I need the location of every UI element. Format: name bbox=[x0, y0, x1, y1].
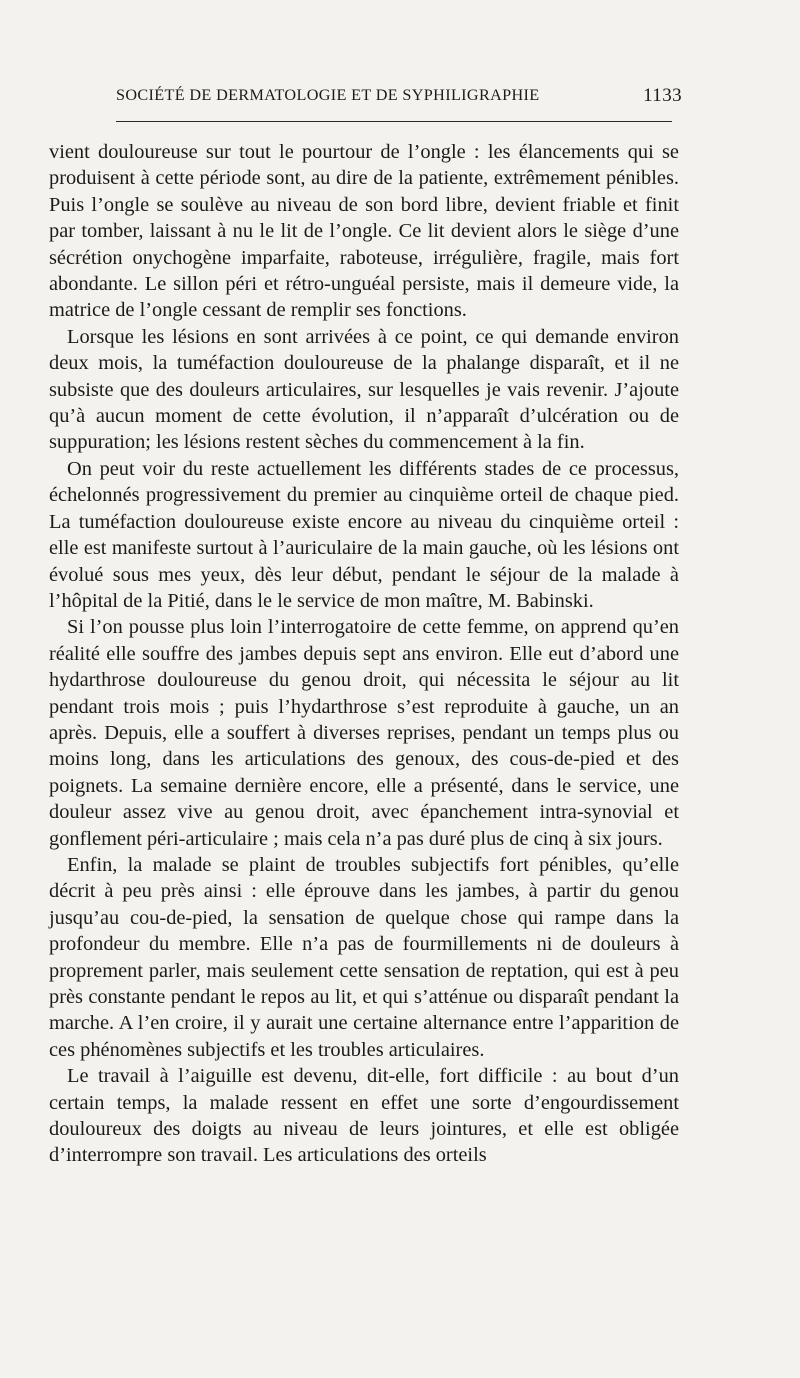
body-text bbox=[49, 139, 679, 1169]
header-rule bbox=[116, 121, 672, 122]
paragraph-2: Lorsque les lésions en sont arrivées à ce point, ce qui demande environ deux mois, la tuméfaction douloureuse de la phalange disparaît, et il ne subsiste que des douleurs articulaires, sur lesquelles je vais revenir. J’ajoute qu’à aucun moment de cette évolution, il n’apparaît d’ulcération ou de suppuration; les lésions restent sèches du commencement à la fin. bbox=[49, 325, 679, 454]
page-number: 1133 bbox=[643, 85, 682, 106]
paragraph-4: Si l’on pousse plus loin l’interrogatoire de cette femme, on apprend qu’en réalité elle souffre des jambes depuis sept ans environ. Elle eut d’abord une hydarthrose douloureuse du genou droit, qui nécessita le séjour au lit pendant trois mois ; puis l’hydarthrose s’est reproduite à gauche, un an après. Depuis, elle a souffert à diverses reprises, pendant un temps plus ou moins long, dans les articulations des genoux, des cous-de-pied et des poignets. La semaine dernière encore, elle a présenté, dans le service, une douleur assez vive au genou droit, avec épanchement intra-synovial et gonflement péri-articulaire ; mais cela n’a pas duré plus de cinq à six jours. bbox=[49, 616, 679, 850]
running-header bbox=[116, 86, 682, 110]
running-title: SOCIÉTÉ DE DERMATOLOGIE ET DE SYPHILIGRAPHIE bbox=[116, 86, 540, 104]
paragraph-1: vient douloureuse sur tout le pourtour de l’ongle : les élancements qui se produisent à cette période sont, au dire de la patiente, extrêmement pénibles. Puis l’ongle se soulève au niveau de son bord libre, devient friable et finit par tomber, laissant à nu le lit de l’ongle. Ce lit devient alors le siège d’une sécrétion onychogène imparfaite, raboteuse, irrégulière, fragile, mais fort abondante. Le sillon péri et rétro-unguéal persiste, mais il demeure vide, la matrice de l’ongle cessant de remplir ses fonctions. bbox=[49, 141, 679, 322]
paragraph-3: On peut voir du reste actuellement les différents stades de ce processus, échelonnés progressivement du premier au cinquième orteil de chaque pied. La tuméfaction douloureuse existe encore au niveau du cinquième orteil : elle est manifeste surtout à l’auriculaire de la main gauche, où les lésions ont évolué sous mes yeux, dès leur début, pendant le séjour de la malade à l’hôpital de la Pitié, dans le le service de mon maître, M. Babinski. bbox=[49, 457, 679, 612]
paragraph-5: Enfin, la malade se plaint de troubles subjectifs fort pénibles, qu’elle décrit à peu près ainsi : elle éprouve dans les jambes, à partir du genou jusqu’au cou-de-pied, la sensation de quelque chose qui rampe dans la profondeur du membre. Elle n’a pas de fourmillements ni de douleurs à proprement parler, mais seulement cette sensation de reptation, qui est à peu près constante pendant le repos au lit, et qui s’atténue ou disparaît pendant la marche. A l’en croire, il y aurait une certaine alternance entre l’apparition de ces phénomènes subjectifs et les troubles articulaires. bbox=[49, 853, 679, 1061]
paragraph-6: Le travail à l’aiguille est devenu, dit-elle, fort difficile : au bout d’un certain temps, la malade ressent en effet une sorte d’engourdissement douloureux des doigts au niveau de leurs jointures, et elle est obligée d’interrompre son travail. Les articulations des orteils bbox=[49, 1065, 679, 1167]
